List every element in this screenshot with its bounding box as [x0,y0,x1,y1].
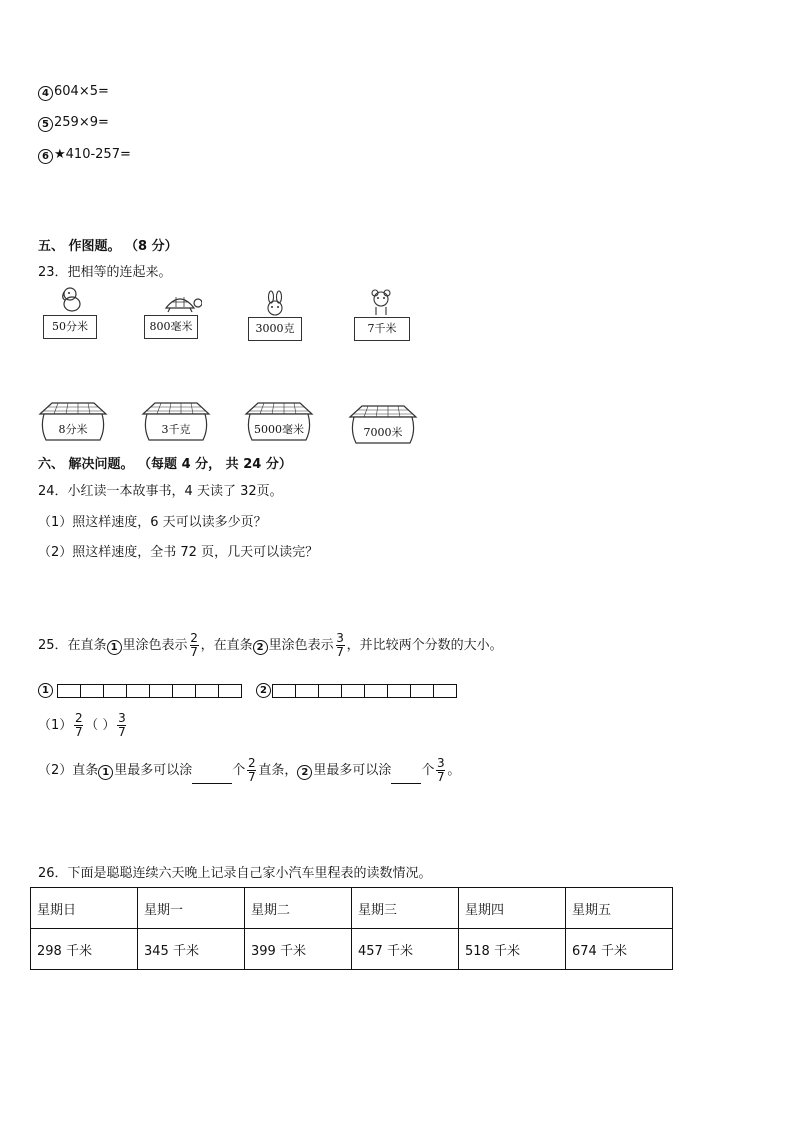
question-25-sub1: （1） $\frac{2}{7}$ （ ） $\frac{3}{7}$ [38,711,126,739]
house-pot-1 [38,400,108,442]
question-25-text: 25．在直条 1 里涂色表示 $\frac{2}{7}$ ，在直条 2 里涂色表示 $\frac{3}{7}$ ，并比较两个分数的大小。 [38,631,503,659]
table-header-cell: 星期二 [245,888,352,929]
length-card-2: 800毫米 [144,315,198,339]
answer-blank-1[interactable] [192,783,232,784]
circled-number: 5 [38,117,53,132]
table-cell: 399 千米 [245,929,352,970]
pot-label: 8分米 [58,423,88,436]
circled-number: 2 [253,640,268,655]
calc-item-5 [38,115,109,132]
table-header-cell: 星期三 [352,888,459,929]
bar-strip-2[interactable] [272,684,457,698]
question-26-text: 26．下面是聪聪连续六天晚上记录自己家小汽车里程表的读数情况。 [38,866,432,881]
calc-expression: 604×5= [54,84,109,99]
answer-blank-2[interactable] [391,783,421,784]
weight-card-3: 3000克 [248,317,302,341]
table-cell: 518 千米 [459,929,566,970]
table-row [31,929,673,970]
fraction-3-7: $\frac{3}{7}$ [336,631,344,659]
circled-number: 6 [38,149,53,164]
section-6-title: 六、 解决问题。 （每题 4 分， 共 24 分） [38,457,292,472]
circled-number: 4 [38,86,53,101]
fraction-2-7: $\frac{2}{7}$ [247,756,256,784]
length-card-4: 7千米 [354,317,410,341]
fraction-2-7: $\frac{2}{7}$ [74,711,83,739]
house-pot-3 [244,400,314,442]
question-24-text: 24．小红读一本故事书，4 天读了 32页。 [38,484,283,499]
fraction-3-7: $\frac{3}{7}$ [437,756,445,784]
table-header-cell: 星期四 [459,888,566,929]
strip-1-label: 1 [38,681,54,698]
dog-icon [58,286,88,314]
table-cell: 298 千米 [31,929,138,970]
calc-item-6 [38,147,131,164]
turtle-icon [160,290,202,314]
question-25-sub2: （2）直条 1 里最多可以涂 个 $\frac{2}{7}$ 直条， 2 里最多可以涂 个 $\frac{3}{7}$ 。 [38,756,461,784]
table-header-cell: 星期一 [138,888,245,929]
bear-icon [368,287,394,317]
table-header-cell: 星期五 [566,888,673,929]
fraction-2-7: $\frac{2}{7}$ [190,631,198,659]
pot-label: 5000毫米 [254,423,304,436]
question-24-sub2: （2）照这样速度，全书 72 页，几天可以读完？ [38,545,319,560]
house-pot-2 [141,400,211,442]
fraction-3-7: $\frac{3}{7}$ [118,711,126,739]
calc-item-4 [38,84,109,101]
bar-strip-1[interactable] [57,684,242,698]
comparison-blank[interactable]: （ ） [85,718,116,733]
length-card-1: 50分米 [43,315,97,339]
house-pot-4 [348,403,418,445]
table-header-row [31,888,673,929]
odometer-table [30,887,673,970]
table-cell: 457 千米 [352,929,459,970]
question-23-text: 23．把相等的连起来。 [38,265,172,280]
pot-label: 3千克 [161,423,191,436]
section-5-title: 五、 作图题。 （8 分） [38,239,178,254]
calc-expression: 259×9= [54,115,109,130]
table-header-cell: 星期日 [31,888,138,929]
pot-label: 7000米 [363,426,403,439]
table-cell: 674 千米 [566,929,673,970]
calc-expression: ★410-257= [54,147,131,162]
strip-2-label: 2 [256,681,272,698]
question-24-sub1: （1）照这样速度，6 天可以读多少页？ [38,515,267,530]
rabbit-icon [262,290,288,316]
table-cell: 345 千米 [138,929,245,970]
circled-number: 1 [107,640,122,655]
